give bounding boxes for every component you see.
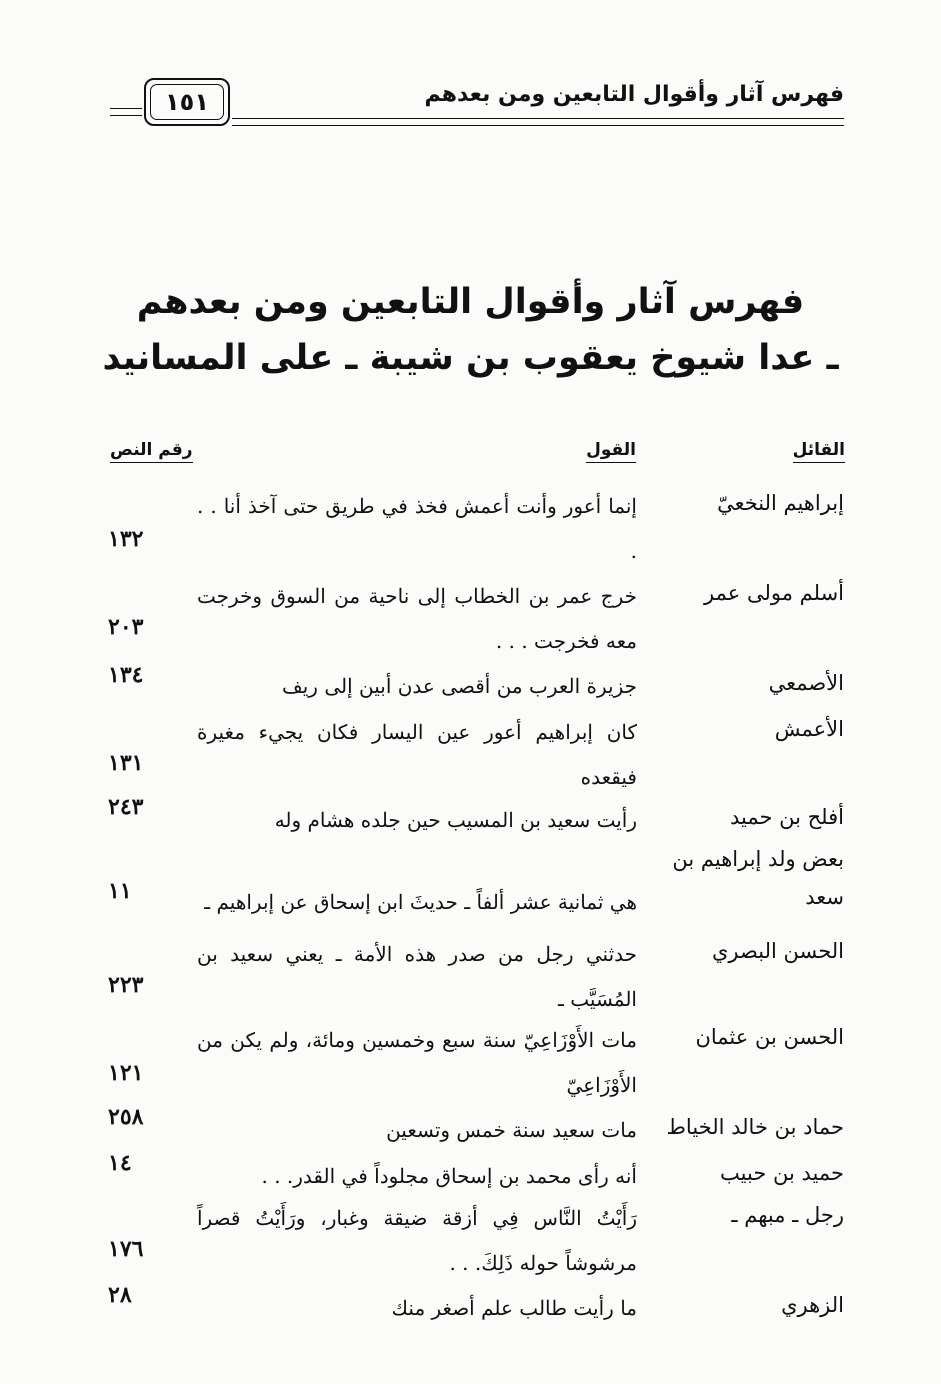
entry-speaker: حماد بن خالد الخياط	[666, 1115, 844, 1139]
entry-speaker: حميد بن حبيب	[720, 1161, 844, 1185]
entry-speaker: الحسن البصري	[712, 939, 844, 963]
index-entry	[0, 920, 941, 1011]
index-entries	[0, 472, 941, 1324]
entry-saying: جزيرة العرب من أقصى عدن أبين إلى ريف	[282, 674, 637, 698]
index-entry	[0, 1096, 941, 1142]
entry-saying: مات سعيد سنة خمس وتسعين	[386, 1118, 637, 1142]
index-entry	[0, 562, 941, 652]
entry-saying: خرج عمر بن الخطاب إلى ناحية من السوق وخرجت معه فخرجت . . .	[197, 584, 637, 653]
page-number: ١٥١	[150, 84, 224, 120]
index-entry	[0, 847, 941, 920]
entry-number: ٢٢٣	[108, 972, 144, 998]
entry-speaker: بعض ولد إبراهيم بن سعد	[672, 847, 844, 909]
entry-speaker: الحسن بن عثمان	[695, 1025, 844, 1049]
entry-number: ١٣٢	[108, 526, 144, 552]
index-title-line-2: ـ عدا شيوخ يعقوب بن شيبة ـ على المسانيد	[102, 338, 839, 378]
header-double-rule	[232, 118, 844, 126]
entry-speaker: أفلح بن حميد	[729, 805, 844, 829]
entry-number: ١٣٤	[108, 662, 144, 688]
index-title-line-1: فهرس آثار وأقوال التابعين ومن بعدهم	[136, 282, 805, 322]
entry-saying: حدثني رجل من صدر هذه الأمة ـ يعني سعيد بن المُسَيَّب ـ	[197, 942, 637, 1011]
page-number-frame	[144, 78, 230, 126]
entry-speaker: رجل ـ مبهم ـ	[731, 1203, 844, 1227]
entry-saying: ما رأيت طالب علم أصغر منك	[391, 1296, 637, 1320]
column-header-saying: القول	[586, 440, 636, 463]
entry-saying: أنه رأى محمد بن إسحاق مجلوداً في القدر. . .	[261, 1164, 637, 1188]
entry-saying: هي ثمانية عشر ألفاً ـ حديثَ ابن إسحاق عن إبراهيم ـ	[204, 890, 637, 914]
entry-number: ٢٤٣	[108, 794, 144, 820]
index-entry	[0, 698, 941, 789]
index-entry	[0, 1006, 941, 1096]
entry-saying: كان إبراهيم أعور عين اليسار فكان يجيء مغيرة فيقعده	[197, 720, 637, 789]
entry-number: ٢٨	[108, 1282, 132, 1308]
entry-saying: إنما أعور وأنت أعمش فخذ في طريق حتى آخذ أنا . . .	[197, 494, 637, 563]
entry-speaker: إبراهيم النخعيّ	[717, 491, 844, 515]
entry-speaker: الزهري	[781, 1293, 844, 1317]
index-entry	[0, 1142, 941, 1188]
entry-saying: مات الأَوْزَاعِيّ سنة سبع وخمسين ومائة، ولم يكن من الأَوْزَاعِيّ	[197, 1028, 637, 1097]
running-title: فهرس آثار وأقوال التابعين ومن بعدهم	[424, 82, 844, 107]
page-header	[110, 78, 844, 128]
entry-speaker: أسلم مولى عمر	[704, 581, 844, 605]
index-entry	[0, 1274, 941, 1324]
header-short-rule	[110, 108, 142, 116]
index-entry	[0, 652, 941, 698]
entry-number: ١٤	[108, 1150, 132, 1176]
entry-number: ١٢١	[108, 1060, 144, 1086]
entry-number: ٢٥٨	[108, 1104, 144, 1130]
entry-number: ١٣١	[108, 750, 144, 776]
entry-speaker: الأصمعي	[768, 671, 844, 695]
entry-speaker: الأعمش	[774, 717, 844, 741]
column-header-number: رقم النص	[110, 440, 193, 463]
entry-saying: رأيت سعيد بن المسيب حين جلده هشام وله	[274, 808, 637, 832]
entry-saying: رَأَيْتُ النَّاس فِي أزقة ضيقة وغبار، ورَأَيْتُ قصراً مرشوشاً حوله ذَلِكَ. . .	[197, 1206, 637, 1275]
column-header-speaker: القائل	[793, 440, 845, 463]
entry-number: ٢٠٣	[108, 614, 144, 640]
index-entry	[0, 1184, 941, 1274]
entry-number: ١٧٦	[108, 1236, 144, 1262]
entry-number: ١١	[108, 878, 132, 904]
index-entry	[0, 472, 941, 562]
